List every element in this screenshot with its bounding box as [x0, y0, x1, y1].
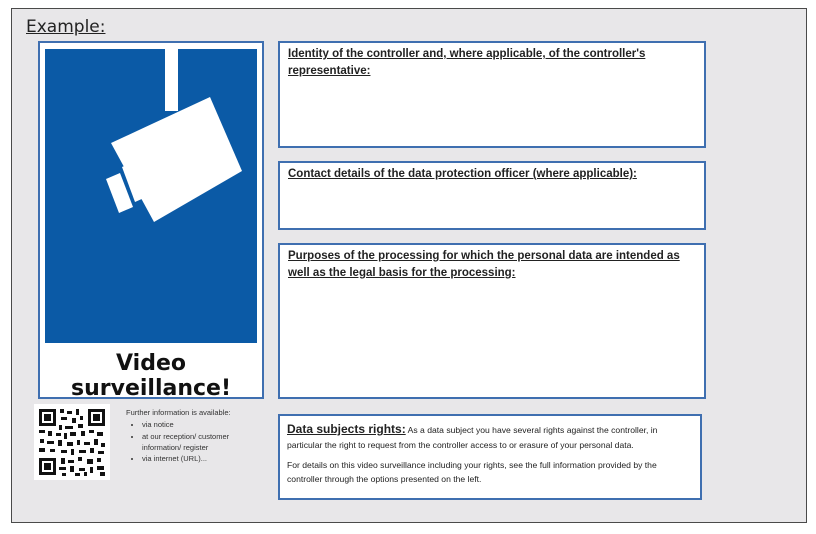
controller-identity-box — [278, 41, 706, 148]
processing-purposes-box — [278, 243, 706, 399]
rights-text: As a data subject you have several rights against the controller, in particular the right to request from the controller access to or erasure of your personal data. — [287, 425, 658, 451]
further-info-intro: Further information is available: — [126, 408, 231, 417]
further-information — [126, 407, 250, 464]
qr-code — [34, 404, 110, 480]
further-info-list — [126, 419, 250, 464]
further-info-item: • via notice — [142, 419, 250, 430]
further-info-item: • at our reception/ customer information/ register — [142, 431, 250, 454]
data-subject-rights-box — [278, 414, 702, 500]
notice-frame — [11, 8, 807, 523]
dpo-contact-title: Contact details of the data protection officer (where applicable): — [288, 168, 637, 180]
example-heading: Example: — [26, 17, 106, 37]
cctv-camera-icon — [45, 49, 257, 343]
further-info-item: • via internet (URL)... — [142, 453, 250, 464]
rights-details-text: For details on this video surveillance including your rights, see the full information provided by the controller through the options presented on the left. — [287, 459, 657, 484]
surveillance-sign — [38, 41, 264, 399]
rights-title: Data subjects rights: — [287, 422, 406, 436]
controller-identity-title: Identity of the controller and, where applicable, of the controller's representative: — [288, 48, 646, 77]
dpo-contact-box — [278, 161, 706, 230]
processing-purposes-title: Purposes of the processing for which the personal data are intended as well as the legal basis for the processing: — [288, 250, 680, 279]
sign-label: Video surveillance! — [71, 351, 231, 401]
